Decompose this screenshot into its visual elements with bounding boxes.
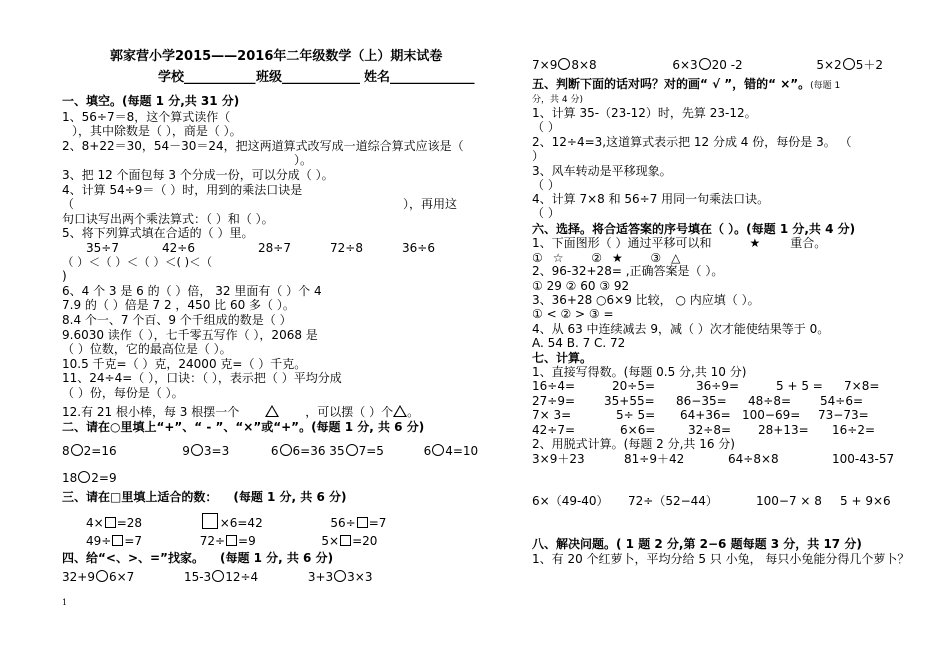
calc-item: 36÷9=	[696, 379, 740, 393]
q11-line: 11、24÷4=（ ），口诀：（ ），表示把（ ）平均分成	[62, 371, 342, 385]
q5-expr-3: 28÷7	[258, 241, 291, 255]
page-number: 1	[62, 598, 68, 607]
s4-text: 6×7	[108, 570, 135, 584]
section-4-title	[62, 551, 333, 565]
answer-circle[interactable]	[96, 570, 108, 582]
s2-text: 6=36 35	[292, 444, 345, 458]
tuo-item: 5 + 9×6	[840, 494, 891, 508]
tuo-item: 100-43-57	[832, 452, 895, 466]
judge-3-paren[interactable]: （ ）	[532, 178, 560, 192]
q4-line-b: （	[62, 197, 75, 211]
choice-4: 4、从 63 中连续减去 9，减（ ）次才能使结果等于 0。	[532, 322, 830, 336]
answer-box[interactable]	[112, 535, 123, 546]
section-7-title: 七、计算。	[532, 351, 593, 365]
q2-line-b: ）。	[294, 153, 313, 167]
section-3-title	[62, 490, 346, 504]
answer-circle[interactable]	[78, 471, 90, 483]
q5-close: )	[62, 269, 67, 283]
option-label[interactable]: ②	[591, 251, 602, 265]
s3-text: 72÷	[199, 534, 226, 548]
judge-2: 2、12÷4=3,这道算式表示把 12 分成 4 份，每份是 3。 （	[532, 135, 852, 149]
s4-score: (每题 1 分, 共 6 分)	[219, 551, 334, 565]
q1-line-b: ），其中除数是（ ），商是（ ）。	[72, 124, 242, 138]
judge-4-paren[interactable]: （ ）	[532, 206, 560, 220]
s5-score: (每题 1	[810, 81, 841, 91]
s4-title-text: 四、给“<、>、=”找家。	[62, 551, 204, 565]
section-2-title: 二、请在○里填上“+”、“ - ”、“×”或“+”。(每题 1 分, 共 6 分)	[62, 420, 425, 434]
tuo-item: 81÷9＋42	[624, 452, 685, 466]
calc-item: 86−35=	[676, 394, 727, 408]
q12-text-b: ，可以摆（ ）个	[305, 405, 394, 419]
tuo-item: 3×9＋23	[532, 452, 585, 466]
s2-text: 3=3	[203, 444, 230, 458]
choice-2: 2、96-32+28= ,正确答案是（ ）。	[532, 264, 724, 278]
q4-line-d: 句口诀写出两个乘法算式：（ ）和（ ）。	[62, 212, 274, 226]
tuo-item: 64÷8×8	[728, 452, 779, 466]
calc-sub-2: 2、用脱式计算。(每题 2 分,共 16 分)	[532, 437, 735, 451]
exam-title: 郭家营小学2015——2016年二年级数学（上）期末试卷	[110, 49, 443, 64]
s3-text: 56÷	[330, 516, 356, 530]
answer-circle[interactable]	[558, 58, 570, 70]
s2-text: 7=5	[358, 444, 384, 458]
q12-text-a: 12.有 21 根小棒，每 3 根摆一个	[62, 405, 240, 419]
s2-text: 8	[62, 444, 70, 458]
calc-item: 20÷5=	[612, 379, 656, 393]
triangle-outline-icon: △	[671, 251, 681, 265]
calc-item: 7×8=	[844, 379, 880, 393]
triangle-icon	[265, 405, 279, 417]
s2-text: 9	[182, 444, 190, 458]
answer-circle[interactable]	[432, 444, 444, 456]
q6-line: 6、4 个 3 是 6 的（ ）倍， 32 里面有（ ）个 4	[62, 284, 322, 298]
answer-box[interactable]	[226, 535, 237, 546]
answer-box[interactable]	[357, 517, 368, 528]
triangle-icon	[393, 405, 407, 417]
calc-item: 16÷2=	[832, 423, 876, 437]
star-icon: ★	[611, 251, 623, 265]
option-label[interactable]: ③	[650, 251, 662, 265]
hollow-star-icon: ☆	[552, 251, 564, 265]
s4-row-1	[62, 570, 372, 584]
s3-row-2	[86, 534, 377, 548]
choice-1	[532, 236, 826, 250]
answer-circle[interactable]	[843, 58, 855, 70]
calc-item: 27÷9=	[532, 394, 576, 408]
s3-text: =28	[116, 516, 143, 530]
s4-text: 32+9	[62, 570, 95, 584]
star-icon: ★	[749, 236, 761, 250]
q11-line-b: （ ）份，每份是（ ）。	[62, 386, 184, 400]
choice-1-end: 重合。	[790, 236, 827, 250]
answer-circle[interactable]	[699, 58, 711, 70]
q5-expr-2: 42÷6	[162, 241, 195, 255]
section-1-title: 一、填空。(每题 1 分,共 31 分)	[62, 94, 240, 108]
s2-text: 2=16	[83, 444, 117, 458]
s3-text: 4×	[86, 516, 104, 530]
q9-line-b: （ ）位数，它的最高位是（ ）。	[62, 342, 232, 356]
s2-row-1	[62, 444, 478, 458]
calc-item: 7× 3=	[532, 408, 572, 422]
s4-text: 6×3	[672, 58, 698, 72]
s3-text: ×6=42	[219, 516, 263, 530]
tuo-item: 72÷（52−44）	[628, 494, 718, 508]
s3-title-text: 三、请在□里填上适合的数：	[62, 490, 218, 504]
choice-1-options	[532, 251, 680, 265]
answer-circle[interactable]	[346, 444, 358, 456]
class-field[interactable]: 班级____________	[256, 70, 361, 85]
s2-text: 6	[270, 444, 279, 458]
school-field[interactable]: 学校___________	[158, 70, 256, 85]
q5-expr-1: 35÷7	[86, 241, 119, 255]
section-5-title	[532, 77, 840, 93]
calc-item: 5 + 5 =	[776, 379, 823, 393]
s5-title-text: 五、判断下面的话对吗？对的画“ √ ”，错的“ ×”。	[532, 77, 811, 91]
option-label[interactable]: ①	[532, 251, 543, 265]
s2-text: 4=10	[445, 444, 479, 458]
q8-line: 8.4 个一、7 个百、9 个千组成的数是（ ）	[62, 313, 292, 327]
q5-expr-5: 36÷6	[402, 241, 435, 255]
judge-1: 1、计算 35-（23-12）时，先算 23-12。	[532, 106, 757, 120]
s4-text: 8×8	[571, 58, 597, 72]
name-field[interactable]: 姓名_____________	[364, 70, 475, 85]
calc-item: 42÷7=	[532, 423, 576, 437]
s4-row-2	[532, 58, 883, 72]
q5-blanks: （ ）＜（ ）＜（ ）＜( )＜（	[62, 255, 213, 269]
s3-row-1	[86, 513, 386, 530]
q4-line-c: ），再用这	[403, 197, 458, 211]
s3-text: =9	[238, 534, 256, 548]
calc-item: 16÷4=	[532, 379, 576, 393]
calc-item: 32÷8=	[688, 423, 732, 437]
s4-text: 20 -2	[711, 58, 743, 72]
s3-text: =20	[352, 534, 378, 548]
calc-item: 6×6=	[620, 423, 656, 437]
answer-circle[interactable]	[191, 444, 203, 456]
s3-text: =7	[368, 516, 387, 530]
s4-text: 3+3	[307, 570, 334, 584]
judge-3: 3、风车转动是平移现象。	[532, 164, 672, 178]
section-8-title: 八、解决问题。( 1 题 2 分,第 2−6 题每题 3 分，共 17 分)	[532, 537, 862, 551]
q4-line: 4、计算 54÷9＝（ ）时，用到的乘法口诀是	[62, 183, 303, 197]
tuo-item: 100−7 × 8	[756, 494, 822, 508]
s3-text: 5×	[321, 534, 340, 548]
q1-line: 1、56÷7＝8，这个算式读作（	[62, 110, 231, 124]
answer-circle[interactable]	[334, 570, 346, 582]
choice-1-text: 1、下面图形（ ）通过平移可以和	[532, 236, 712, 250]
s4-text: 3×3	[347, 570, 373, 584]
calc-item: 100−69=	[742, 408, 801, 422]
s3-text: 49÷	[86, 534, 112, 548]
q5-expr-4: 72÷8	[330, 241, 363, 255]
choice-3: 3、36+28 ○6×9 比较， ○ 内应填（ ）。	[532, 293, 760, 307]
q12-line: 12.有 21 根小棒，每 3 根摆一个 ，可以摆（ ）个 。	[62, 405, 420, 419]
calc-item: 48÷8=	[748, 394, 792, 408]
judge-2-paren[interactable]: ）	[532, 149, 545, 163]
s2-text: 18	[62, 471, 78, 485]
q7-line: 7.9 的（ ）倍是 7 2 ，450 比 60 多（ ）。	[62, 298, 295, 312]
calc-item: 35+55=	[604, 394, 655, 408]
s2-text: 2=9	[91, 471, 117, 485]
problem-1: 1、有 20 个红萝卜，平均分给 5 只 小兔， 每只小兔能分得几个萝卜？	[532, 552, 910, 566]
s4-text: 12÷4	[225, 570, 259, 584]
answer-box[interactable]	[105, 517, 116, 528]
s4-text: 15-3	[183, 570, 212, 584]
s4-text: 7×9	[532, 58, 558, 72]
choice-2-options[interactable]: ① 29 ② 60 ③ 92	[532, 279, 630, 293]
choice-4-options[interactable]: A. 54 B. 7 C. 72	[532, 336, 626, 350]
s4-text: 5＋2	[855, 58, 883, 72]
q3-line: 3、把 12 个面包每 3 个分成一份，可以分成（ ）。	[62, 168, 334, 182]
s5-score-b: 分，共 4 分)	[532, 95, 583, 105]
s3-score: (每题 1 分, 共 6 分)	[233, 490, 347, 504]
s4-text: 5×2	[816, 58, 842, 72]
answer-box[interactable]	[202, 513, 218, 529]
s2-row-2	[62, 471, 117, 485]
section-6-title: 六、选择。将合适答案的序号填在（ ）。(每题 1 分,共 4 分)	[532, 222, 856, 236]
calc-item: 5÷ 5=	[616, 408, 656, 422]
tuo-item: 6×（49-40）	[532, 494, 609, 508]
answer-box[interactable]	[340, 535, 351, 546]
s3-text: =7	[124, 534, 143, 548]
choice-3-options[interactable]: ① < ② > ③ =	[532, 307, 614, 321]
q2-line: 2、8+22＝30，54－30＝24，把这两道算式改写成一道综合算式应该是（	[62, 139, 464, 153]
judge-1-paren[interactable]: （ ）	[532, 120, 560, 134]
s2-text: 6	[423, 444, 432, 458]
calc-item: 64+36=	[680, 408, 731, 422]
judge-4: 4、计算 7×8 和 56÷7 用同一句乘法口诀。	[532, 192, 770, 206]
q5-line: 5、将下列算式填在合适的（ ）里。	[62, 226, 254, 240]
q10-line: 10.5 千克=（ ）克，24000 克=（ ）千克。	[62, 357, 307, 371]
calc-sub-1: 1、直接写得数。(每题 0.5 分,共 10 分)	[532, 365, 747, 379]
answer-circle[interactable]	[212, 570, 224, 582]
calc-item: 73−73=	[818, 408, 869, 422]
calc-item: 28+13=	[758, 423, 809, 437]
q9-line: 9.6030 读作（ ），七千零五写作（ ），2068 是	[62, 328, 318, 342]
answer-circle[interactable]	[71, 444, 83, 456]
answer-circle[interactable]	[280, 444, 292, 456]
calc-item: 54÷6=	[820, 394, 864, 408]
